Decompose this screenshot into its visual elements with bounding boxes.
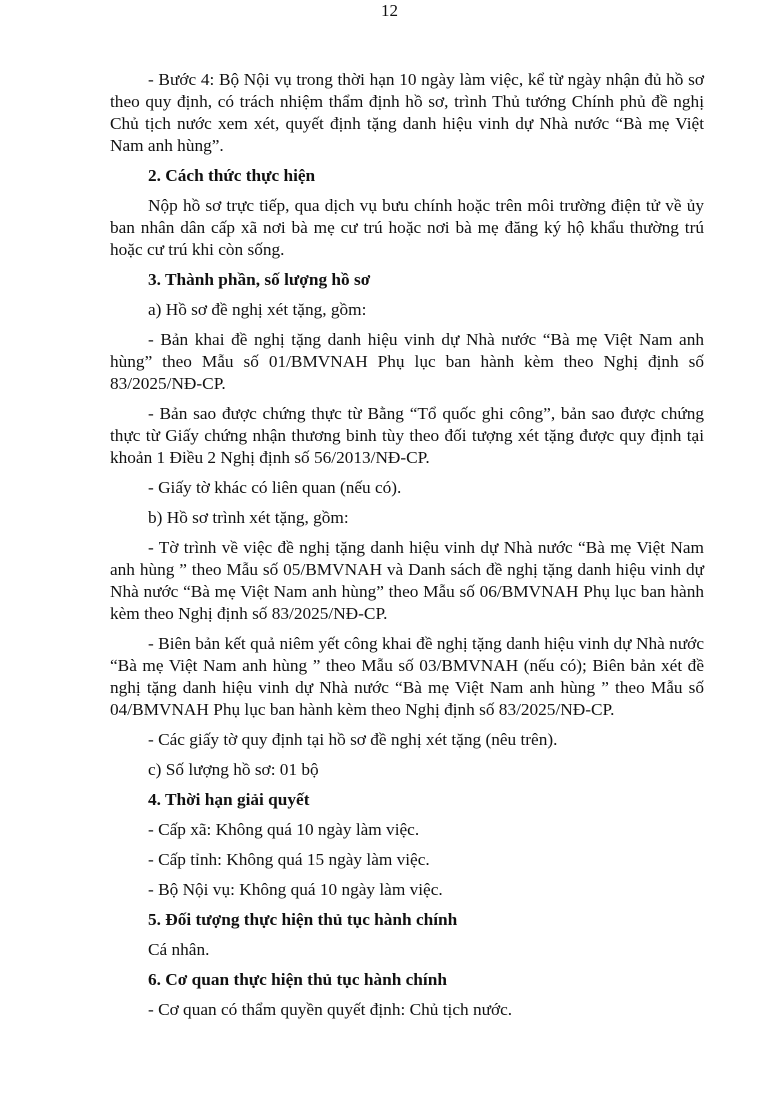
section-3b-label: b) Hồ sơ trình xét tặng, gồm: bbox=[148, 508, 349, 527]
section-2-heading: 2. Cách thức thực hiện bbox=[148, 166, 316, 185]
page-number: 12 bbox=[381, 1, 398, 20]
section-3b-item: - Tờ trình về việc đề nghị tặng danh hiệu vinh dự Nhà nước “Bà mẹ Việt Nam anh hùng ” theo Mẫu số 05/BMVNAH và Danh sách đề nghị tặng danh hiệu vinh dự Nhà nước “Bà mẹ Việt Nam anh hùng” theo Mẫu số 06/BMVNAH Phụ lục ban hành kèm theo Nghị định số 83/2025/NĐ-CP. bbox=[110, 538, 704, 623]
section-3b-item: - Các giấy tờ quy định tại hồ sơ đề nghị xét tặng (nêu trên). bbox=[148, 730, 558, 749]
section-3c-label: c) Số lượng hồ sơ: 01 bộ bbox=[148, 760, 319, 779]
section-3-heading: 3. Thành phần, số lượng hồ sơ bbox=[148, 270, 371, 289]
section-6-item: - Cơ quan có thẩm quyền quyết định: Chủ tịch nước. bbox=[148, 1000, 513, 1019]
section-4-heading: 4. Thời hạn giải quyết bbox=[148, 790, 310, 809]
section-4-item: - Cấp xã: Không quá 10 ngày làm việc. bbox=[148, 820, 420, 839]
section-3b-item: - Biên bản kết quả niêm yết công khai đề nghị tặng danh hiệu vinh dự Nhà nước “Bà mẹ Việt Nam anh hùng ” theo Mẫu số 03/BMVNAH (nếu có); Biên bản xét đề nghị tặng danh hiệu vinh dự Nhà nước “Bà mẹ Việt Nam anh hùng ” theo Mẫu số 04/BMVNAH Phụ lục ban hành kèm theo Nghị định số 83/2025/NĐ-CP. bbox=[110, 634, 704, 719]
section-3a-item: - Bản khai đề nghị tặng danh hiệu vinh dự Nhà nước “Bà mẹ Việt Nam anh hùng” theo Mẫu số 01/BMVNAH Phụ lục ban hành kèm theo Nghị định số 83/2025/NĐ-CP. bbox=[110, 330, 704, 393]
section-4-item: - Cấp tỉnh: Không quá 15 ngày làm việc. bbox=[148, 850, 430, 869]
step-4-paragraph: - Bước 4: Bộ Nội vụ trong thời hạn 10 ngày làm việc, kể từ ngày nhận đủ hồ sơ theo quy định, có trách nhiệm thẩm định hồ sơ, trình Thủ tướng Chính phủ đề nghị Chủ tịch nước xem xét, quyết định tặng danh hiệu vinh dự Nhà nước “Bà mẹ Việt Nam anh hùng”. bbox=[110, 70, 704, 155]
document-body bbox=[110, 69, 704, 1029]
section-3a-item: - Bản sao được chứng thực từ Bằng “Tổ quốc ghi công”, bản sao được chứng thực từ Giấy chứng nhận thương binh tùy theo đối tượng xét tặng được quy định tại khoản 1 Điều 2 Nghị định số 56/2013/NĐ-CP. bbox=[110, 404, 704, 467]
section-3a-item: - Giấy tờ khác có liên quan (nếu có). bbox=[148, 478, 402, 497]
section-6-heading: 6. Cơ quan thực hiện thủ tục hành chính bbox=[148, 970, 447, 989]
section-5-text: Cá nhân. bbox=[148, 940, 210, 959]
section-5-heading: 5. Đối tượng thực hiện thủ tục hành chính bbox=[148, 910, 458, 929]
section-3a-label: a) Hồ sơ đề nghị xét tặng, gồm: bbox=[148, 300, 367, 319]
section-2-text: Nộp hồ sơ trực tiếp, qua dịch vụ bưu chính hoặc trên môi trường điện tử về ủy ban nhân dân cấp xã nơi bà mẹ cư trú hoặc nơi bà mẹ đăng ký hộ khẩu thường trú hoặc cư trú khi còn sống. bbox=[110, 196, 704, 259]
section-4-item: - Bộ Nội vụ: Không quá 10 ngày làm việc. bbox=[148, 880, 443, 899]
